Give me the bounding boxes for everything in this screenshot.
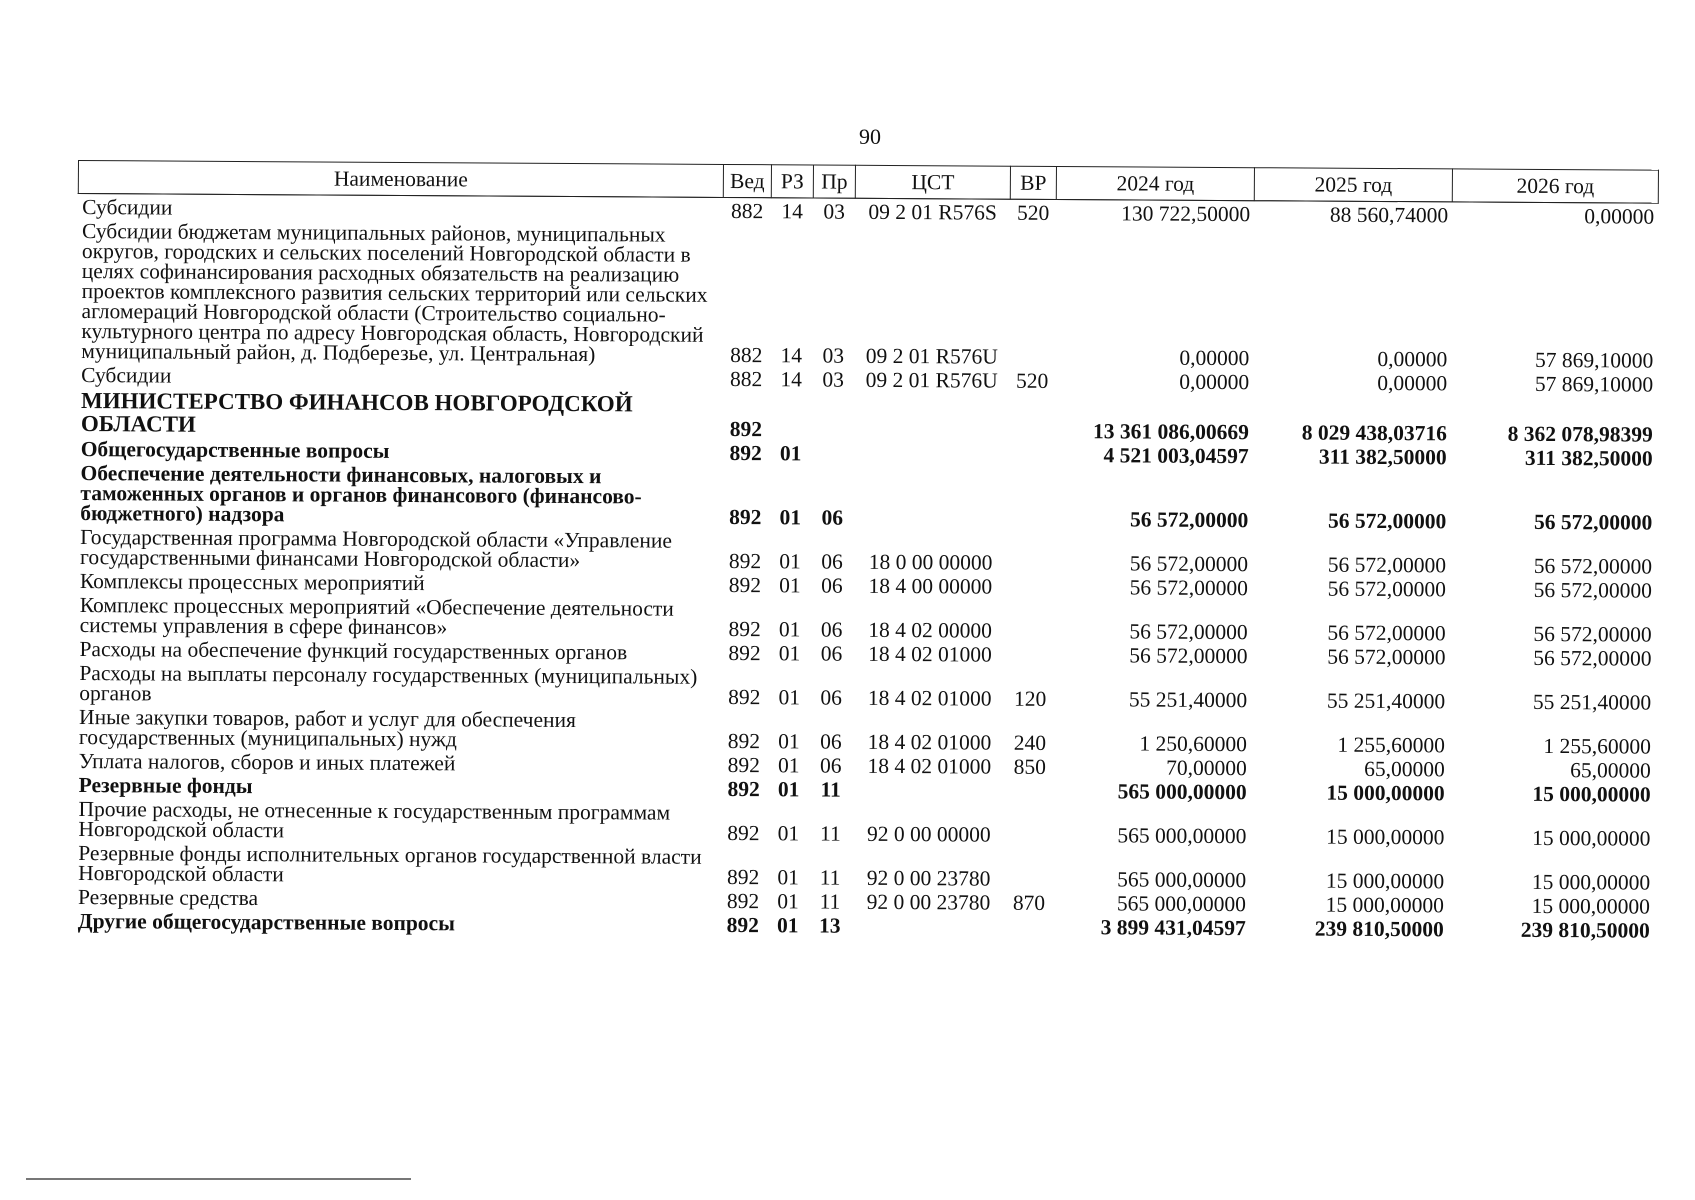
row-rz: 01 xyxy=(779,573,801,598)
budget-table xyxy=(73,160,1659,942)
row-ved: 892 xyxy=(729,416,763,442)
row-rz: 01 xyxy=(777,821,800,846)
row-name: Резервные фонды xyxy=(78,773,253,799)
row-2024: 56 572,00000 xyxy=(1130,507,1249,533)
row-ved: 892 xyxy=(726,864,760,890)
row-2026: 55 251,40000 xyxy=(1532,689,1652,715)
row-2026: 311 382,50000 xyxy=(1524,445,1653,471)
row-ved: 892 xyxy=(728,684,761,710)
row-vr: 870 xyxy=(1012,890,1046,915)
row-name: Обеспечение деятельности финансовых, налоговых и таможенных органов и органов финансового (финансово-бюджетного) надзора xyxy=(80,461,642,527)
row-pr: 11 xyxy=(819,889,841,914)
budget-table-container xyxy=(73,160,1658,942)
row-cst: 18 4 02 01000 xyxy=(867,685,992,711)
table-row xyxy=(76,460,1656,534)
row-2024: 56 572,00000 xyxy=(1129,575,1248,601)
row-vr: 850 xyxy=(1013,754,1047,779)
row-cst: 92 0 00 23780 xyxy=(866,889,991,915)
row-2025: 56 572,00000 xyxy=(1327,644,1446,670)
row-pr: 11 xyxy=(820,777,841,802)
row-name: Комплексы процессных мероприятий xyxy=(79,569,425,596)
row-rz: 01 xyxy=(777,889,799,914)
row-2026: 15 000,00000 xyxy=(1532,781,1651,807)
row-2024: 130 722,50000 xyxy=(1121,201,1251,227)
row-cst: 18 4 00 00000 xyxy=(868,573,993,599)
row-vr xyxy=(1008,466,1054,530)
header-cst: ЦСТ xyxy=(855,165,1010,199)
row-2026: 239 810,50000 xyxy=(1520,917,1650,943)
row-name: Комплекс процессных мероприятий «Обеспечение деятельности системы управления в сфере финансов» xyxy=(79,593,674,640)
row-2026: 56 572,00000 xyxy=(1533,645,1652,671)
row-ved: 882 xyxy=(730,342,763,368)
row-cst: 18 0 00 00000 xyxy=(868,549,993,575)
row-2026: 15 000,00000 xyxy=(1532,825,1651,851)
row-2024: 13 361 086,00669 xyxy=(1092,419,1249,445)
row-2025: 8 029 438,03716 xyxy=(1301,420,1447,446)
row-vr xyxy=(1009,224,1056,368)
row-rz: 01 xyxy=(777,753,800,778)
footer-divider xyxy=(26,1178,411,1180)
row-2024: 565 000,00000 xyxy=(1117,823,1247,849)
row-2024: 565 000,00000 xyxy=(1117,867,1247,893)
row-2025: 65,00000 xyxy=(1364,756,1445,782)
header-2024: 2024 год xyxy=(1056,166,1254,200)
row-2024: 4 521 003,04597 xyxy=(1103,443,1249,469)
row-ved: 892 xyxy=(728,616,761,642)
row-rz xyxy=(770,390,812,440)
header-2026: 2026 год xyxy=(1452,169,1658,203)
row-2026: 56 572,00000 xyxy=(1533,577,1652,603)
row-rz: 01 xyxy=(778,729,800,754)
row-vr xyxy=(1006,846,1052,890)
row-cst xyxy=(854,441,1009,466)
row-pr: 06 xyxy=(820,617,843,642)
row-pr: 03 xyxy=(823,199,846,224)
row-ved: 892 xyxy=(729,440,762,466)
row-pr xyxy=(812,390,854,440)
header-vr: ВР xyxy=(1010,166,1056,199)
row-2025: 55 251,40000 xyxy=(1326,688,1446,714)
row-name: МИНИСТЕРСТВО ФИНАНСОВ НОВГОРОДСКОЙ ОБЛАСТИ xyxy=(80,388,633,437)
row-rz: 01 xyxy=(779,549,801,574)
row-pr: 06 xyxy=(821,505,844,530)
row-vr: 240 xyxy=(1013,730,1047,755)
row-2024: 565 000,00000 xyxy=(1117,779,1247,805)
row-vr xyxy=(1008,574,1054,598)
row-rz: 01 xyxy=(777,865,799,890)
row-rz: 14 xyxy=(780,367,802,392)
row-pr: 11 xyxy=(819,821,841,846)
row-cst: 18 4 02 01000 xyxy=(868,641,992,667)
row-pr: 13 xyxy=(819,913,841,938)
row-vr xyxy=(1006,802,1052,846)
table-row xyxy=(77,218,1658,372)
row-2024: 56 572,00000 xyxy=(1129,619,1248,645)
row-name: Другие общегосударственные вопросы xyxy=(77,909,455,936)
row-cst xyxy=(851,913,1006,938)
row-ved: 882 xyxy=(729,366,763,392)
header-rz: РЗ xyxy=(771,165,813,198)
row-2025: 311 382,50000 xyxy=(1318,444,1447,470)
row-pr: 06 xyxy=(821,549,843,574)
row-vr: 120 xyxy=(1014,686,1047,711)
row-2024: 55 251,40000 xyxy=(1128,687,1248,713)
row-name: Расходы на обеспечение функций государственных органов xyxy=(79,637,628,665)
row-vr xyxy=(1008,598,1054,642)
row-cst xyxy=(853,465,1008,530)
row-pr: 03 xyxy=(822,343,845,368)
row-pr xyxy=(812,440,854,464)
row-cst: 18 4 02 01000 xyxy=(867,753,992,779)
row-rz: 14 xyxy=(781,199,804,224)
row-ved: 892 xyxy=(726,912,760,938)
row-vr: 520 xyxy=(1016,200,1050,225)
header-name: Наименование xyxy=(78,161,723,198)
row-ved: 892 xyxy=(727,728,761,754)
row-rz: 01 xyxy=(778,685,801,710)
row-cst: 09 2 01 R576S xyxy=(868,199,997,225)
row-2024: 70,00000 xyxy=(1166,755,1247,781)
row-vr xyxy=(1009,392,1055,442)
row-rz: 01 xyxy=(777,913,799,938)
row-pr: 06 xyxy=(819,753,842,778)
row-ved: 892 xyxy=(728,572,762,598)
row-name: Иные закупки товаров, работ и услуг для обеспечения государственных (муниципальных) нужд xyxy=(78,705,577,752)
row-ved: 892 xyxy=(727,820,760,846)
row-2026: 8 362 078,98399 xyxy=(1507,421,1653,447)
row-pr: 06 xyxy=(820,685,843,710)
row-cst: 92 0 00 00000 xyxy=(867,821,991,847)
row-name: Расходы на выплаты персоналу государственных (муниципальных) органов xyxy=(79,661,698,706)
row-2025: 0,00000 xyxy=(1377,370,1448,396)
row-ved: 892 xyxy=(726,888,760,914)
row-pr: 06 xyxy=(820,641,843,666)
row-2024: 0,00000 xyxy=(1179,369,1250,395)
page-number: 90 xyxy=(859,124,881,149)
row-ved: 892 xyxy=(727,752,761,778)
row-2024: 0,00000 xyxy=(1179,345,1250,371)
row-cst: 09 2 01 R576U xyxy=(865,343,998,369)
row-name: Уплата налогов, сборов и иных платежей xyxy=(78,749,456,776)
header-ved: Вед xyxy=(723,164,771,197)
row-cst xyxy=(854,391,1009,442)
row-2025: 88 560,74000 xyxy=(1329,202,1449,228)
row-vr xyxy=(1008,530,1054,574)
row-rz: 14 xyxy=(780,343,803,368)
table-body xyxy=(74,194,1658,942)
row-name: Субсидии xyxy=(82,195,173,220)
row-2026: 57 869,10000 xyxy=(1534,371,1654,397)
row-pr: 03 xyxy=(822,367,844,392)
row-2025: 15 000,00000 xyxy=(1325,892,1445,918)
row-pr: 06 xyxy=(820,729,842,754)
row-vr xyxy=(1006,914,1052,938)
row-rz: 01 xyxy=(779,505,802,530)
header-pr: Пр xyxy=(813,165,855,198)
row-cst: 18 4 02 00000 xyxy=(868,617,993,643)
row-2025: 239 810,50000 xyxy=(1314,916,1444,942)
row-name: Субсидии xyxy=(81,363,172,388)
row-2026: 57 869,10000 xyxy=(1534,347,1654,373)
row-2025: 56 572,00000 xyxy=(1327,552,1447,578)
row-2026: 56 572,00000 xyxy=(1533,553,1653,579)
row-pr: 11 xyxy=(819,865,841,890)
row-2024: 56 572,00000 xyxy=(1129,643,1248,669)
row-2024: 3 899 431,04597 xyxy=(1100,915,1246,941)
row-vr xyxy=(1009,442,1055,466)
row-2025: 56 572,00000 xyxy=(1327,576,1446,602)
row-2025: 0,00000 xyxy=(1377,346,1448,372)
header-2025: 2025 год xyxy=(1254,168,1452,202)
row-ved: 892 xyxy=(727,776,760,802)
row-2026: 0,00000 xyxy=(1584,204,1655,229)
row-vr xyxy=(1007,778,1053,802)
row-name: Прочие расходы, не отнесенные к государственным программам Новгородской области xyxy=(78,797,671,843)
row-2025: 15 000,00000 xyxy=(1326,824,1445,850)
row-name: Общегосударственные вопросы xyxy=(80,437,390,463)
row-vr xyxy=(1007,642,1053,666)
row-cst: 09 2 01 R576U xyxy=(865,367,998,393)
row-cst xyxy=(852,777,1007,802)
row-2025: 15 000,00000 xyxy=(1326,780,1445,806)
row-name: Государственная программа Новгородской области «Управление государственными финансами Новгородской области» xyxy=(80,525,673,573)
row-2026: 56 572,00000 xyxy=(1533,509,1653,535)
row-2024: 1 250,60000 xyxy=(1139,731,1248,757)
row-2026: 15 000,00000 xyxy=(1531,893,1651,919)
row-2026: 56 572,00000 xyxy=(1533,621,1652,647)
row-rz: 01 xyxy=(778,641,801,666)
row-rz: 01 xyxy=(777,777,800,802)
row-2026: 1 255,60000 xyxy=(1543,733,1652,759)
row-2025: 56 572,00000 xyxy=(1327,508,1447,534)
row-ved: 882 xyxy=(731,198,764,224)
row-2026: 65,00000 xyxy=(1570,758,1651,783)
row-ved: 892 xyxy=(729,504,762,530)
row-name: Субсидии бюджетам муниципальных районов, муниципальных округов, городских и сельских поселений Новгородской области в целях софинансирования расходных обязательств на реализацию проектов комплексного развития сельских территорий или сельских агломераций Новгородской области (Строительство социально-культурного центра по адресу Новгородская область, Новгородский муниципальный район, д. Подберезье, ул. Центральная) xyxy=(81,219,708,367)
row-2026: 15 000,00000 xyxy=(1531,869,1651,895)
row-2024: 565 000,00000 xyxy=(1116,891,1247,917)
row-pr: 06 xyxy=(821,573,843,598)
row-cst: 92 0 00 23780 xyxy=(866,865,991,891)
row-cst: 18 4 02 01000 xyxy=(867,729,992,755)
row-name: Резервные фонды исполнительных органов государственной власти Новгородской области xyxy=(78,841,702,887)
row-name: Резервные средства xyxy=(77,885,259,911)
row-2025: 1 255,60000 xyxy=(1337,732,1446,758)
row-2025: 56 572,00000 xyxy=(1327,620,1446,646)
row-ved: 892 xyxy=(728,640,761,666)
row-rz: 01 xyxy=(779,441,802,466)
row-vr: 520 xyxy=(1015,368,1049,393)
row-2024: 56 572,00000 xyxy=(1129,551,1249,577)
row-ved: 892 xyxy=(728,548,762,574)
row-rz: 01 xyxy=(778,617,801,642)
row-2025: 15 000,00000 xyxy=(1325,868,1445,894)
